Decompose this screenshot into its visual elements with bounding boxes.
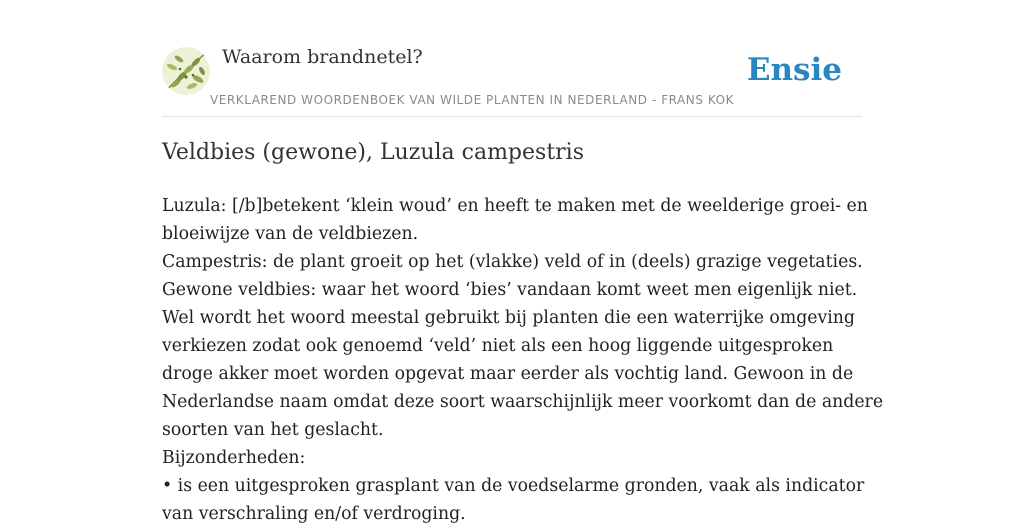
body-line: soorten van het geslacht. bbox=[162, 420, 384, 440]
body-line: Gewone veldbies: waar het woord ‘bies’ vandaan komt weet men eigenlijk niet. bbox=[162, 280, 858, 300]
body-line: bloeiwijze van de veldbiezen. bbox=[162, 224, 419, 244]
body-line: Luzula: [/b]betekent ‘klein woud’ en heeft te maken met de weelderige groei- en bbox=[162, 196, 868, 216]
body-line: Wel wordt het woord meestal gebruikt bij planten die een waterrijke omgeving bbox=[162, 308, 855, 328]
book-title[interactable]: Waarom brandnetel? bbox=[222, 46, 423, 68]
book-subtitle[interactable]: VERKLAREND WOORDENBOEK VAN WILDE PLANTEN IN NEDERLAND - FRANS KOK bbox=[210, 93, 735, 107]
brand-logo[interactable]: Ensie bbox=[746, 52, 842, 88]
entry-body bbox=[162, 192, 884, 528]
body-line: Bijzonderheden: bbox=[162, 448, 306, 468]
body-line: • is een uitgesproken grasplant van de voedselarme gronden, vaak als indicator bbox=[162, 476, 865, 496]
body-line: Campestris: de plant groeit op het (vlakke) veld of in (deels) grazige vegetaties. bbox=[162, 252, 863, 272]
body-line: verkiezen zodat ook genoemd ‘veld’ niet als een hoog liggende uitgesproken bbox=[162, 336, 834, 356]
body-line: Nederlandse naam omdat deze soort waarschijnlijk meer voorkomt dan de andere bbox=[162, 392, 884, 412]
page-header bbox=[162, 44, 862, 117]
body-line: droge akker moet worden opgevat maar eerder als vochtig land. Gewoon in de bbox=[162, 364, 854, 384]
entry-title: Veldbies (gewone), Luzula campestris bbox=[162, 140, 585, 165]
body-line: van verschraling en/of verdroging. bbox=[162, 504, 466, 524]
leaf-illustration-icon bbox=[162, 47, 210, 95]
